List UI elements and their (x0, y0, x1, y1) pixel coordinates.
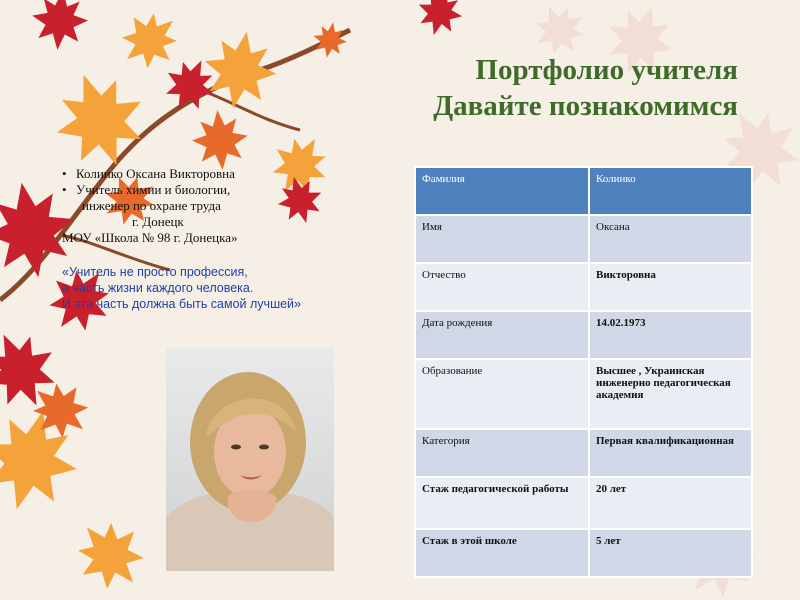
title-line-2: Давайте познакомимся (433, 90, 738, 122)
table-row (415, 311, 752, 359)
bio-position-2: инженер по охране труда (82, 198, 221, 213)
teacher-bio (62, 166, 238, 246)
table-row (415, 529, 752, 577)
table-row (415, 359, 752, 429)
page-title (433, 52, 738, 124)
table-row (415, 215, 752, 263)
row-label: Имя (415, 215, 589, 263)
bio-name: • Колинко Оксана Викторовна (62, 166, 238, 182)
header-label: Фамилия (415, 167, 589, 215)
row-value: 5 лет (589, 529, 752, 577)
teacher-info-table (414, 166, 753, 578)
row-value: Первая квалификационная (589, 429, 752, 477)
table-row (415, 263, 752, 311)
table-row (415, 477, 752, 529)
quote-line-2: а часть жизни каждого человека. (62, 281, 254, 295)
bio-position: • Учитель химии и биологии, (62, 182, 238, 198)
row-label: Категория (415, 429, 589, 477)
row-value: Оксана (589, 215, 752, 263)
row-value: 20 лет (589, 477, 752, 529)
table-row (415, 429, 752, 477)
row-label: Образование (415, 359, 589, 429)
row-value: 14.02.1973 (589, 311, 752, 359)
row-value: Викторовна (589, 263, 752, 311)
teacher-photo (166, 347, 334, 571)
row-label: Отчество (415, 263, 589, 311)
bio-city: г. Донецк (132, 214, 184, 229)
row-label: Стаж в этой школе (415, 529, 589, 577)
bio-school: МОУ «Школа № 98 г. Донецка» (62, 230, 238, 245)
quote-line-3: И эта часть должна быть самой лучшей» (62, 297, 301, 311)
row-label: Дата рождения (415, 311, 589, 359)
title-line-1: Портфолио учителя (475, 54, 738, 86)
row-value: Высшее , Украинская инженерно педагогическая академия (589, 359, 752, 429)
quote-line-1: «Учитель не просто профессия, (62, 265, 248, 279)
table-header-row (415, 167, 752, 215)
header-value: Колинко (589, 167, 752, 215)
row-label: Стаж педагогической работы (415, 477, 589, 529)
quote (62, 264, 301, 312)
